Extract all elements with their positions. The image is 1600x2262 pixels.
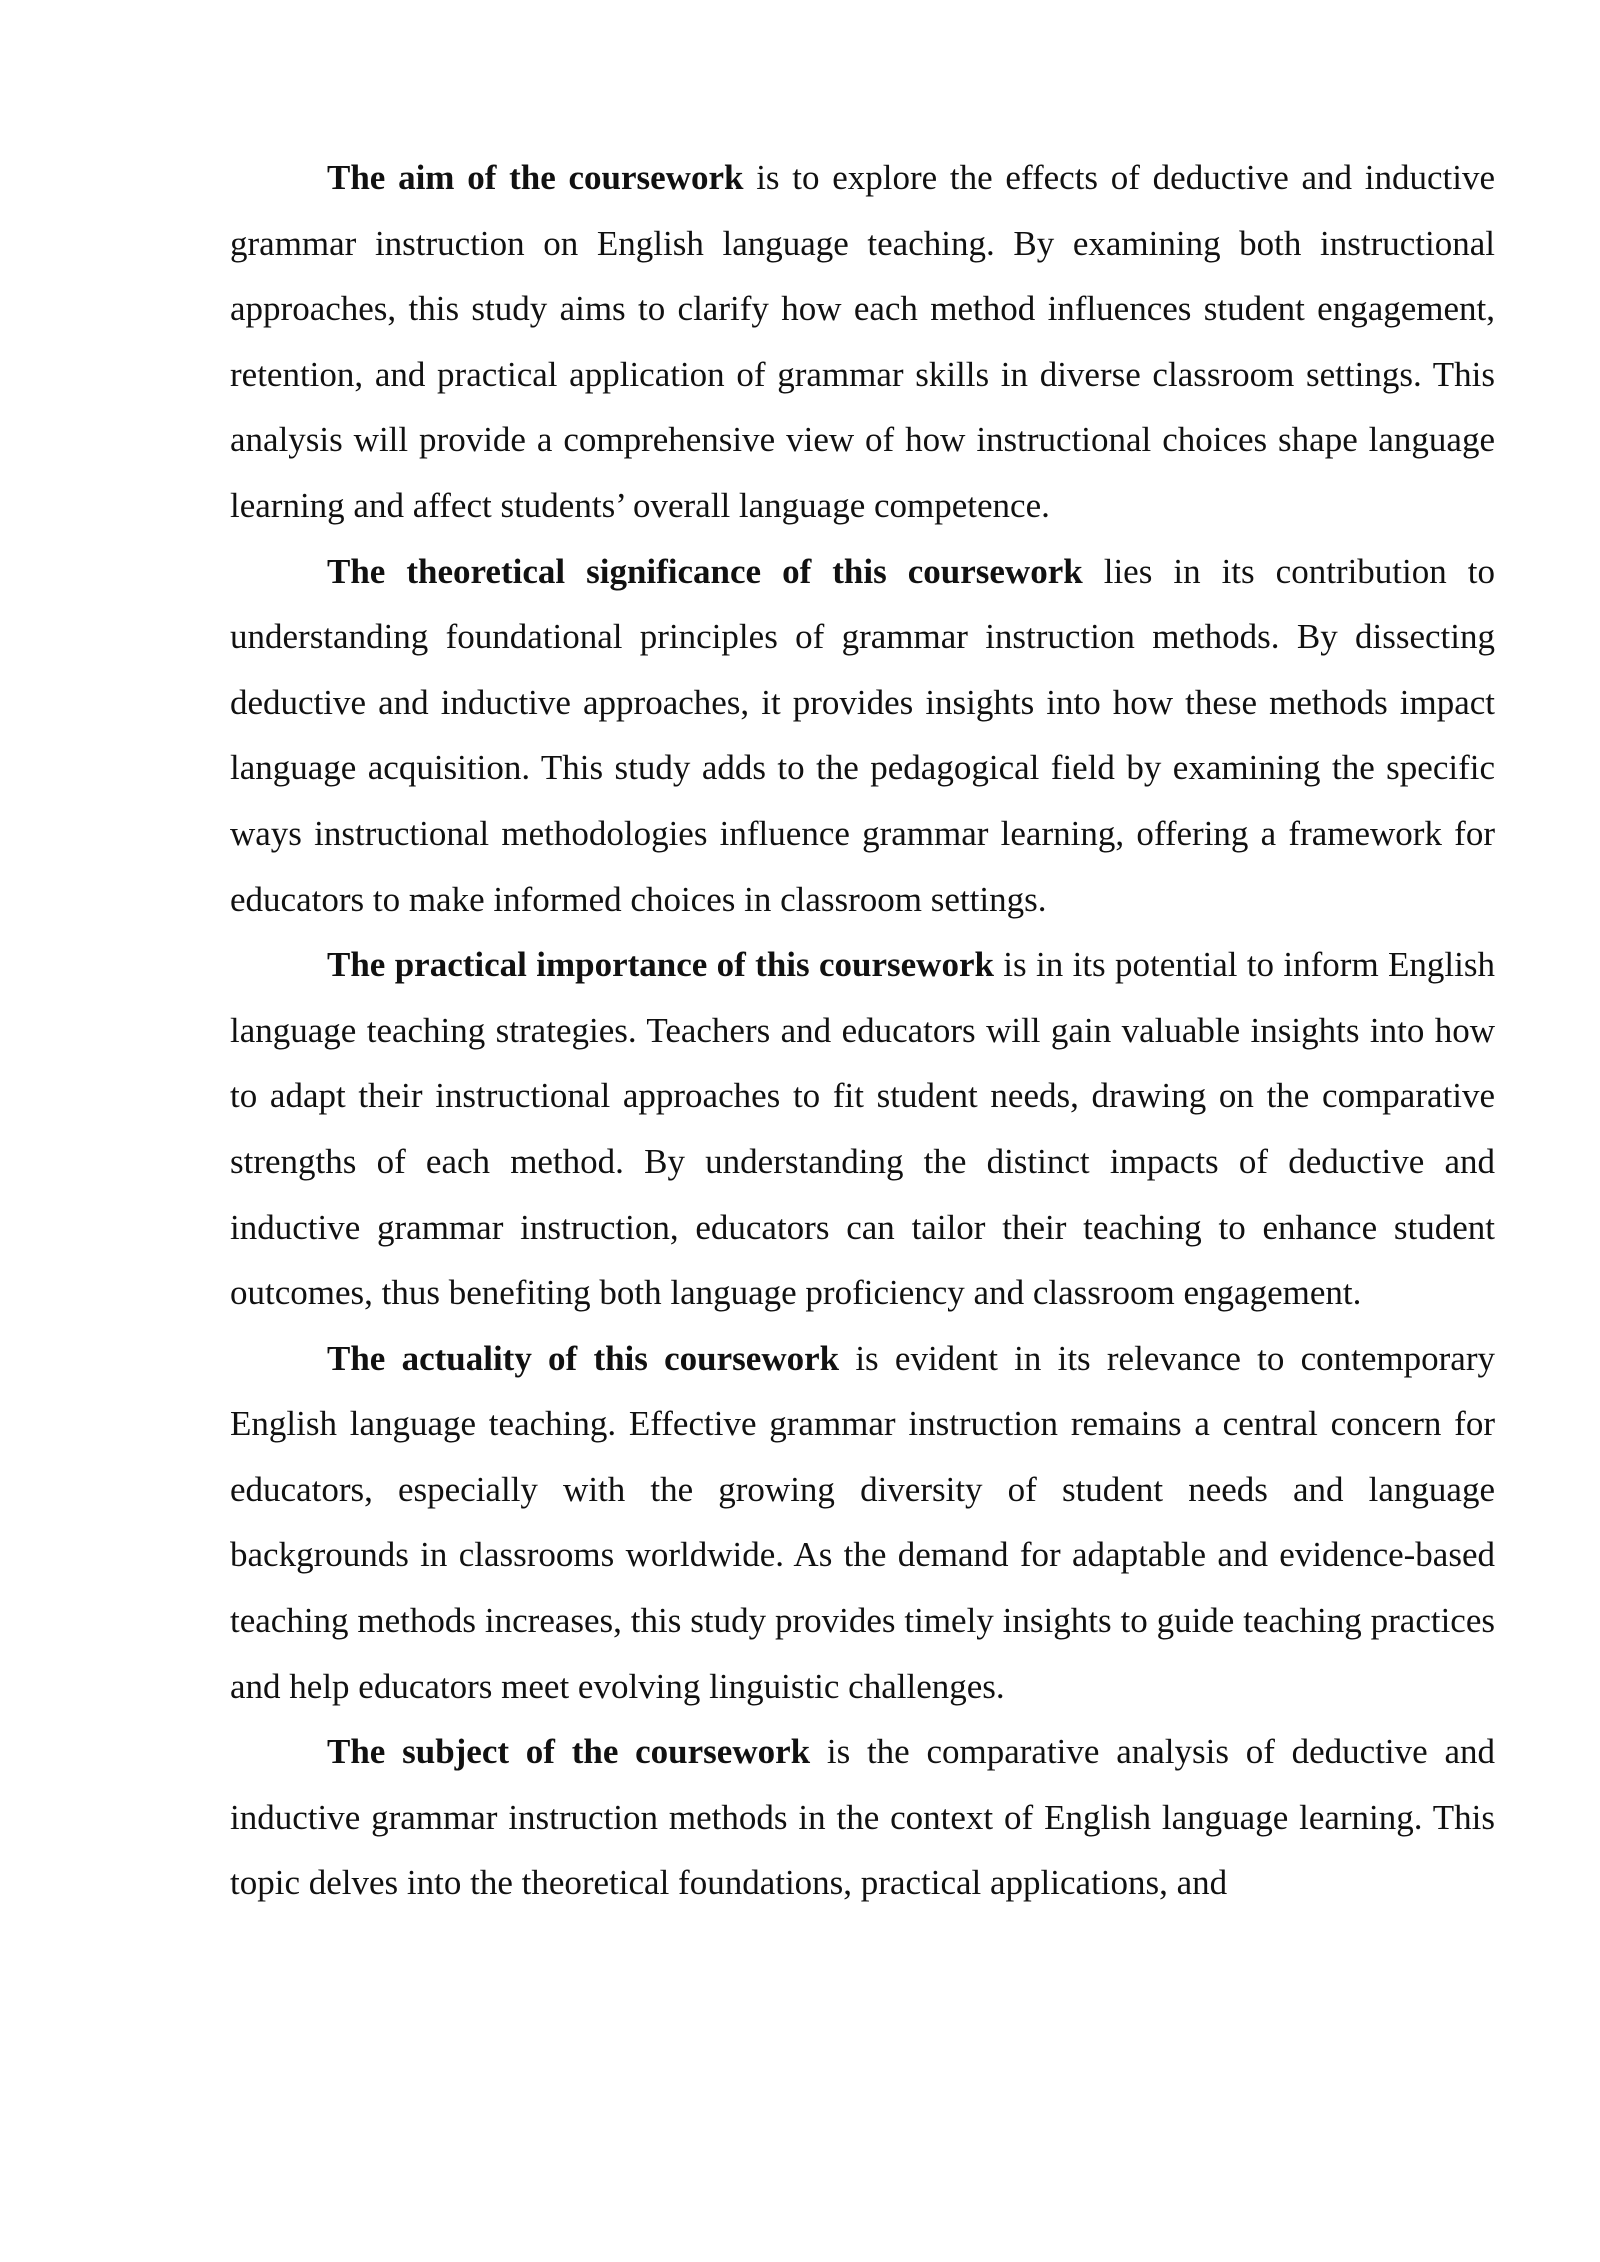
paragraph-lead: The aim of the coursework — [327, 158, 744, 197]
paragraph-lead: The theoretical significance of this coursework — [327, 551, 1083, 591]
paragraph-actuality — [230, 1326, 1495, 1720]
paragraph-practical-importance — [230, 932, 1495, 1326]
paragraph-subject — [230, 1719, 1495, 1916]
document-body — [230, 145, 1495, 1916]
paragraph-lead: The actuality of this coursework — [327, 1338, 840, 1378]
paragraph-lead: The practical importance of this coursework — [327, 945, 994, 985]
paragraph-text: lies in its contribution to understanding foundational principles of grammar instruction methods. By dissecting deductive and inductive approaches, it provides insights into how these methods impact language acquisition. This study adds to the pedagogical field by examining the specific ways instructional methodologies influence grammar learning, offering a framework for educators to make informed choices in classroom settings. — [230, 551, 1495, 919]
paragraph-text: is evident in its relevance to contemporary English language teaching. Effective grammar instruction remains a central concern for educators, especially with the growing diversity of student needs and language backgrounds in classrooms worldwide. As the demand for adaptable and evidence-based teaching methods increases, this study provides timely insights to guide teaching practices and help educators meet evolving linguistic challenges. — [230, 1338, 1495, 1706]
paragraph-theoretical-significance — [230, 539, 1495, 933]
paragraph-text: is in its potential to inform English language teaching strategies. Teachers and educators will gain valuable insights into how to adapt their instructional approaches to fit student needs, drawing on the comparative strengths of each method. By understanding the distinct impacts of deductive and inductive grammar instruction, educators can tailor their teaching to enhance student outcomes, thus benefiting both language proficiency and classroom engagement. — [230, 945, 1495, 1313]
paragraph-text: is to explore the effects of deductive and inductive grammar instruction on English language teaching. By examining both instructional approaches, this study aims to clarify how each method influences student engagement, retention, and practical application of grammar skills in diverse classroom settings. This analysis will provide a comprehensive view of how instructional choices shape language learning and affect students’ overall language competence. — [230, 158, 1495, 525]
paragraph-lead: The subject of the coursework — [327, 1732, 811, 1772]
paragraph-text: is the comparative analysis of deductive and inductive grammar instruction methods in the context of English language learning. This topic delves into the theoretical foundations, practical applications, and — [230, 1732, 1495, 1903]
paragraph-aim — [230, 145, 1495, 539]
